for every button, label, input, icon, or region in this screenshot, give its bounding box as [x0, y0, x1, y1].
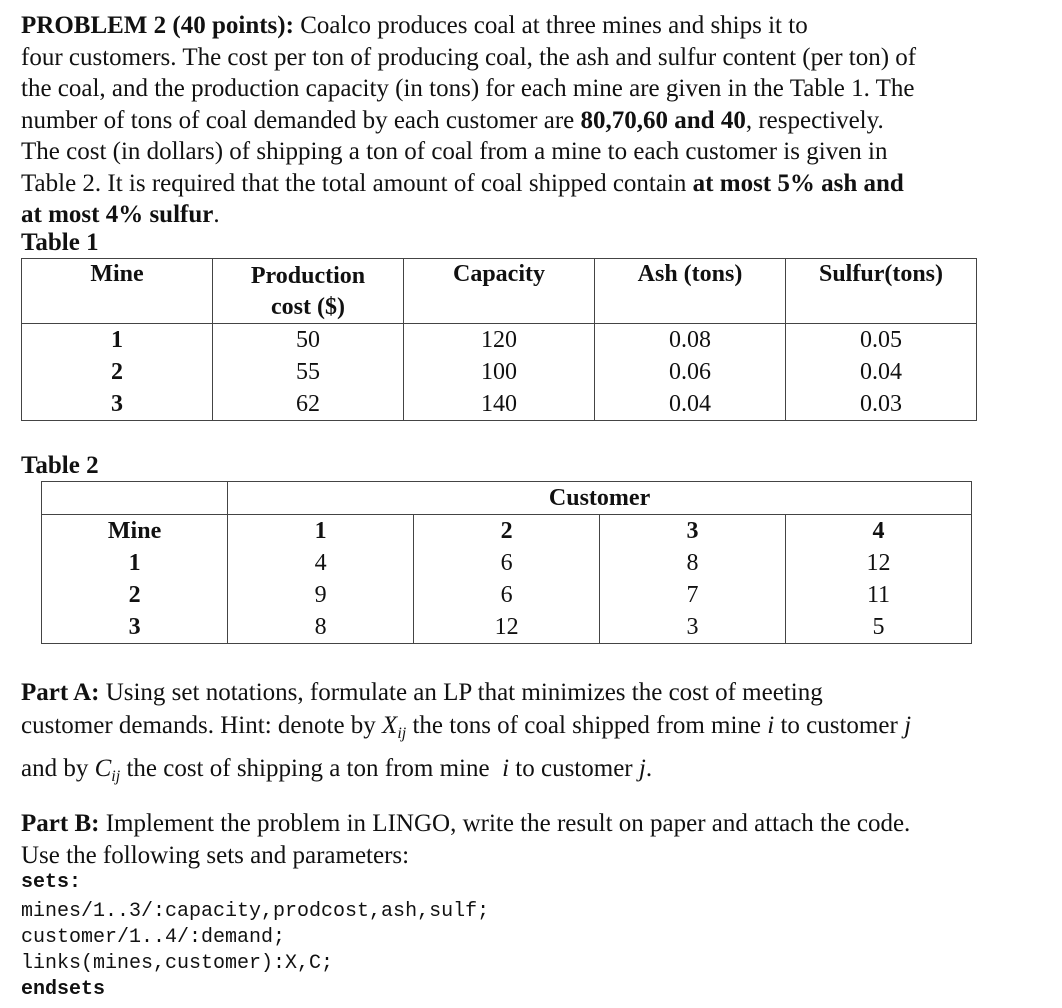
table1-cell: 2: [111, 359, 123, 385]
table2-cell: 3: [686, 614, 699, 640]
table2-mine-id: 2: [128, 582, 141, 608]
table2-cell: 6: [500, 582, 513, 608]
part-b-line2: Use the following sets and parameters:: [21, 842, 410, 869]
problem-line6-pre: Table 2. It is required that the total amount of coal shipped contain: [21, 169, 693, 197]
table2-customer1-col: [228, 515, 414, 644]
part-a-line1: Using set notations, formulate an LP that minimizes the cost of meeting: [99, 679, 823, 706]
table1-prodcost-col: [213, 324, 404, 421]
c-subscript: ij: [111, 768, 121, 785]
table2-customer-id: 4: [872, 518, 885, 544]
problem-line1: Coalco produces coal at three mines and ships it to: [293, 12, 808, 39]
table1-header-ash: Ash (tons): [595, 259, 786, 324]
table2-cell: 4: [314, 550, 327, 576]
part-a-line2-pre: customer demands. Hint: denote by: [21, 712, 383, 739]
lingo-code: [21, 870, 489, 1003]
table1-cell: 100: [481, 359, 517, 385]
table2-mine-header: Mine: [107, 518, 162, 544]
problem-line7-post: .: [213, 201, 220, 228]
table2-customer-id: 1: [314, 518, 327, 544]
table2-customer4-col: [785, 515, 971, 644]
sulfur-constraint: at most 4% sulfur: [21, 201, 214, 228]
part-a-label: Part A:: [21, 679, 100, 706]
i-variable-2: i: [502, 755, 510, 782]
i-variable: i: [767, 712, 775, 739]
table2-cell: 6: [500, 550, 513, 576]
table1-cell: 0.08: [669, 327, 711, 353]
table2-cell: 8: [686, 550, 699, 576]
table1-header-production-line2: cost ($): [271, 294, 345, 320]
table2-corner-cell: [42, 482, 228, 515]
table2-customer-id: 2: [500, 518, 513, 544]
x-variable: X: [382, 712, 398, 739]
table1-label: Table 1: [21, 229, 99, 256]
problem-line4-pre: number of tons of coal demanded by each customer are: [21, 106, 581, 134]
table2-cell: 12: [494, 614, 519, 640]
table1-cell: 120: [481, 327, 517, 353]
table2-cell: 7: [686, 582, 699, 608]
table1-header-production: [213, 259, 404, 324]
table2-body-row: [42, 515, 972, 644]
part-a-line3-mid: the cost of shipping a ton from mine: [120, 755, 503, 782]
table1-cell: 0.06: [669, 359, 711, 385]
problem-line2: four customers. The cost per ton of producing coal, the ash and sulfur content (per ton) of: [21, 43, 917, 71]
table1-header-production-line1: Production: [250, 263, 366, 289]
table2-customer-header: Customer: [228, 482, 972, 515]
table1-sulfur-col: [786, 324, 977, 421]
table1-header-capacity: Capacity: [404, 259, 595, 324]
part-a: [21, 676, 1002, 793]
table1-cell: 50: [296, 327, 320, 353]
table1-cell: 140: [481, 391, 517, 417]
table2-cell: 11: [866, 582, 891, 608]
table1-cell: 0.03: [860, 391, 902, 417]
table2-mine-id: 3: [128, 614, 141, 640]
table1: [21, 258, 977, 421]
table1-header-row: [22, 259, 977, 324]
table2-cell: 5: [872, 614, 885, 640]
part-b-line1: Implement the problem in LINGO, write the result on paper and attach the code.: [99, 810, 911, 837]
code-line-links: links(mines,customer):X,C;: [21, 952, 334, 975]
table1-cell: 0.04: [669, 391, 711, 417]
ash-constraint: at most 5% ash and: [692, 169, 904, 197]
j-variable-2: j: [638, 755, 646, 782]
problem-line3: the coal, and the production capacity (in tons) for each mine are given in the Table 1. The: [21, 75, 915, 102]
part-a-line3-post: .: [645, 755, 653, 782]
table2-cell: 9: [314, 582, 327, 608]
table1-cell: 0.04: [860, 359, 902, 385]
table1-ash-col: [595, 324, 786, 421]
table1-cell: 1: [111, 327, 123, 353]
table2-customer3-col: [600, 515, 786, 644]
table2: [41, 481, 972, 644]
x-subscript: ij: [397, 725, 407, 742]
table2-customer-id: 3: [686, 518, 699, 544]
table1-cell: 3: [111, 391, 123, 417]
table1-cell: 55: [296, 359, 320, 385]
part-a-line2-mid2: to customer: [774, 712, 905, 739]
part-a-line3-mid2: to customer: [509, 755, 639, 782]
part-a-line2-mid: the tons of coal shipped from mine: [406, 712, 768, 739]
table1-body-row: [22, 324, 977, 421]
table1-capacity-col: [404, 324, 595, 421]
table1-cell: 0.05: [860, 327, 902, 353]
problem-statement: [21, 10, 1002, 231]
table2-mine-col: [42, 515, 228, 644]
problem-line5: The cost (in dollars) of shipping a ton of coal from a mine to each customer is given in: [21, 138, 888, 165]
code-line-customer: customer/1..4/:demand;: [21, 926, 286, 949]
code-line-mines: mines/1..3/:capacity,prodcost,ash,sulf;: [21, 900, 490, 923]
table2-cell: 8: [314, 614, 327, 640]
code-endsets-keyword: endsets: [21, 978, 106, 1001]
problem-heading: PROBLEM 2 (40 points):: [21, 12, 294, 39]
part-b-label: Part B:: [21, 810, 100, 837]
table2-cell: 12: [866, 550, 891, 576]
table1-mine-col: [22, 324, 213, 421]
table1-header-mine: Mine: [22, 259, 213, 324]
demand-values: 80,70,60 and 40: [580, 106, 746, 134]
j-variable: j: [904, 712, 912, 739]
table1-header-sulfur: Sulfur(tons): [786, 259, 977, 324]
part-b: [21, 808, 1002, 872]
code-sets-keyword: sets:: [21, 871, 82, 894]
table2-label: Table 2: [21, 452, 99, 479]
table2-mine-id: 1: [128, 550, 141, 576]
part-a-line3-pre: and by: [21, 755, 95, 782]
table2-customer-row: [42, 482, 972, 515]
table1-cell: 62: [296, 391, 320, 417]
problem-line4-post: , respectively.: [745, 106, 884, 134]
c-variable: C: [94, 755, 112, 782]
table2-customer2-col: [414, 515, 600, 644]
